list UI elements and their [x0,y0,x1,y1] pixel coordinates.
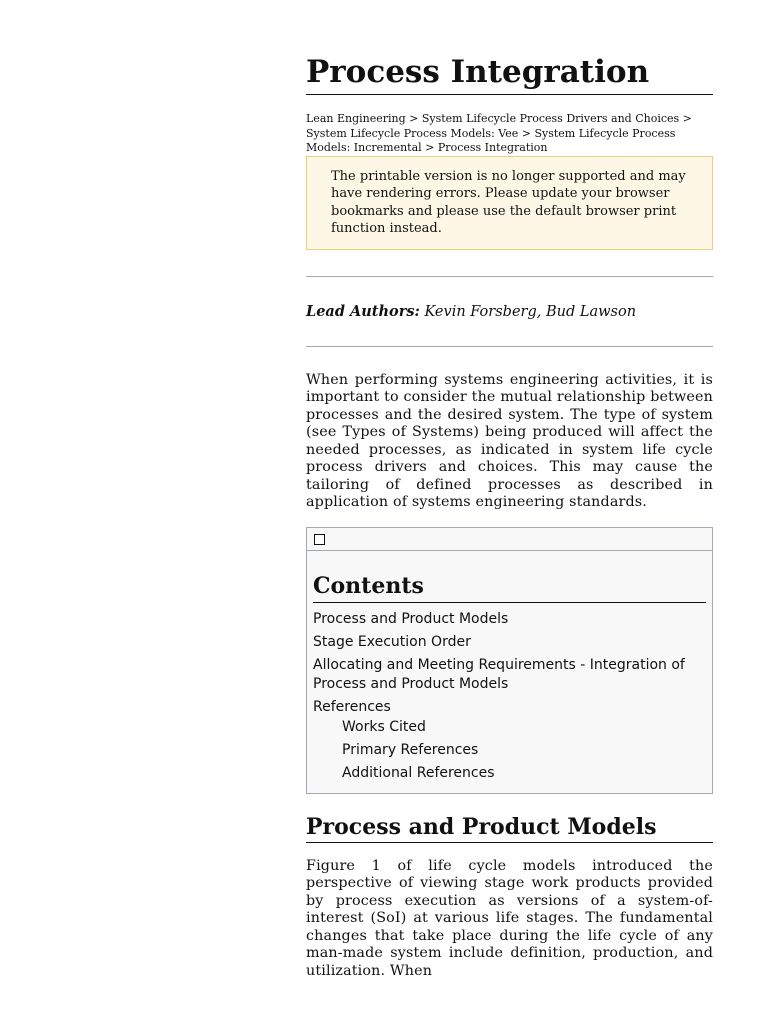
toc-list [313,610,706,783]
toc-item-additional-references[interactable]: Additional References [342,764,495,781]
section-heading-process-product-models: Process and Product Models [306,812,713,843]
divider [306,346,713,347]
section-paragraph: Figure 1 of life cycle models introduced the perspective of viewing stage work products provided by process execution as versions of a system-of-interest (SoI) at various life stages. The fundamental changes that take place during the life cycle of any man-made system include definition, production, and utilization. When [306,857,713,979]
breadcrumb-incremental-models[interactable]: System Lifecycle Process Models: Incremental [306,126,676,154]
toc-item-stage-execution-order[interactable]: Stage Execution Order [313,633,471,650]
toc-item-works-cited[interactable]: Works Cited [342,718,426,735]
divider [306,276,713,277]
notice-text: The printable version is no longer supported and may have rendering errors. Please update your browser bookmarks and please use the default browser print function instead. [331,168,686,236]
page-content [306,0,713,980]
breadcrumb-separator: > [679,112,692,125]
intro-paragraph: When performing systems engineering activities, it is important to consider the mutual relationship between processes and the desired system. The type of system (see Types of Systems) being produced will affect the needed processes, as indicated in system life cycle process drivers and choices. This may cause the tailoring of defined processes as described in application of systems engineering standards. [306,371,713,510]
lead-authors [306,302,713,322]
toc-item-allocating-requirements[interactable]: Allocating and Meeting Requirements - Integration of Process and Product Models [313,656,685,692]
toc-item-references[interactable]: References [313,698,391,715]
breadcrumb-vee-models[interactable]: System Lifecycle Process Models: Vee [306,126,519,140]
breadcrumb-process-drivers[interactable]: System Lifecycle Process Drivers and Choices [421,112,680,125]
printable-version-notice [306,156,713,250]
lead-authors-names: Kevin Forsberg, Bud Lawson [424,303,637,320]
lead-authors-label: Lead Authors: [306,302,420,320]
breadcrumb-separator: > [518,126,535,140]
page-title: Process Integration [306,52,713,95]
table-of-contents [306,527,713,794]
toc-item-process-product-models[interactable]: Process and Product Models [313,610,509,627]
breadcrumb-current-page: Process Integration [437,141,548,154]
toc-body [307,572,712,793]
breadcrumb [306,112,713,156]
toc-title: Contents [313,572,706,603]
toc-toggle-row [307,528,712,551]
breadcrumb-separator: > [421,141,438,154]
toc-toggle-checkbox[interactable] [314,534,325,545]
breadcrumb-separator: > [405,112,422,125]
toc-item-primary-references[interactable]: Primary References [342,741,479,758]
breadcrumb-lean-engineering[interactable]: Lean Engineering [306,112,406,125]
